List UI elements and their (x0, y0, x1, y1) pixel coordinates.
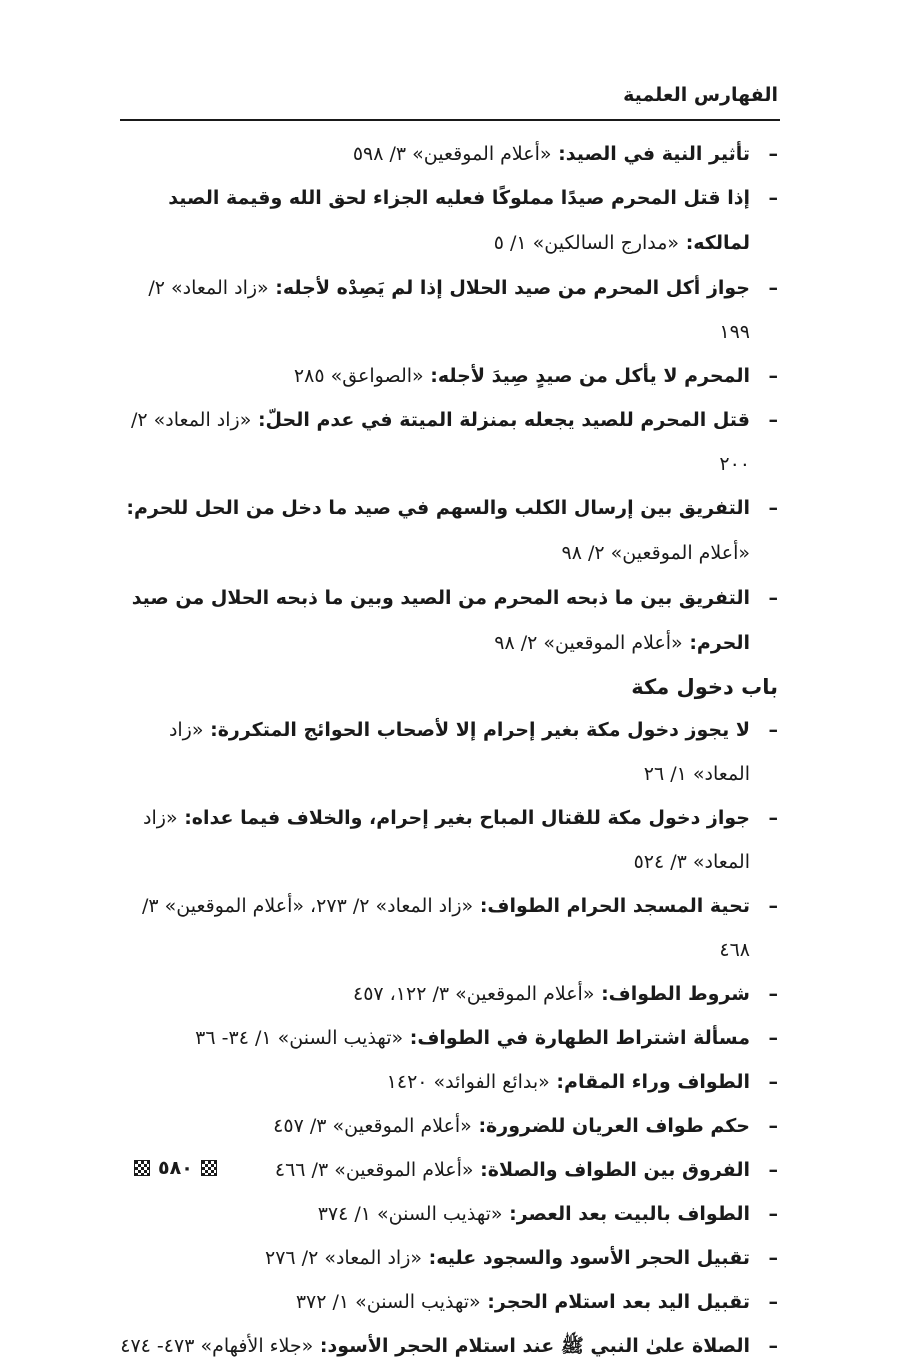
entry-text: تقبيل الحجر الأسود والسجود عليه: (428, 1247, 750, 1269)
entry-dash: – (768, 1071, 778, 1093)
index-entry (118, 354, 778, 398)
entry-text: الطواف بالبيت بعد العصر: (509, 1203, 750, 1225)
entry-text: المحرم لا يأكل من صيدٍ صِيدَ لأجله: (430, 365, 750, 387)
index-entry (118, 576, 778, 666)
entry-dash: – (768, 587, 778, 609)
index-content (118, 132, 778, 1368)
entry-reference: «زاد المعاد» ٢/ ١٩٩ (148, 277, 750, 343)
entry-reference: «زاد المعاد» ٢/ ٢٠٠ (130, 409, 750, 475)
index-entry (118, 1060, 778, 1104)
entry-text: تحية المسجد الحرام الطواف: (479, 895, 750, 917)
entry-reference: «تهذيب السنن» ١/ ٣٧٤ (317, 1203, 503, 1225)
entry-dash: – (768, 365, 778, 387)
index-entry (118, 486, 778, 576)
entry-reference: «أعلام الموقعين» ٢/ ٩٨ (561, 542, 750, 564)
entry-reference: «تهذيب السنن» ١/ ٣٤- ٣٦ (195, 1027, 404, 1049)
entry-dash: – (768, 187, 778, 209)
index-entry (118, 1280, 778, 1324)
section-1 (118, 132, 778, 666)
entry-reference: «أعلام الموقعين» ٣/ ١٢٢، ٤٥٧ (353, 983, 595, 1005)
entry-text: مسألة اشتراط الطهارة في الطواف: (409, 1027, 750, 1049)
entry-reference: «أعلام الموقعين» ٣/ ٤٦٦ (274, 1159, 474, 1181)
entry-text: جواز دخول مكة للقتال المباح بغير إحرام، والخلاف فيما عداه: (184, 807, 750, 829)
index-entry (118, 972, 778, 1016)
index-entry (118, 1104, 778, 1148)
entry-dash: – (768, 497, 778, 519)
entry-text: حكم طواف العريان للضرورة: (478, 1115, 750, 1137)
entry-dash: – (768, 1203, 778, 1225)
section-heading: باب دخول مكة (631, 675, 778, 699)
header-rule (120, 119, 780, 121)
index-entry (118, 398, 778, 486)
ornament-right-icon (201, 1160, 217, 1176)
entry-text: إذا قتل المحرم صيدًا مملوكًا فعليه الجزاء لحق الله وقيمة الصيد لمالكه: (168, 187, 750, 254)
entry-dash: – (768, 719, 778, 741)
entry-text: تأثير النية في الصيد: (558, 143, 750, 165)
entry-dash: – (768, 277, 778, 299)
entry-dash: – (768, 807, 778, 829)
entry-text: الصلاة علىٰ النبي ﷺ عند استلام الحجر الأسود: (319, 1335, 750, 1357)
page-footer (134, 1157, 217, 1179)
index-entry (118, 176, 778, 266)
entry-dash: – (768, 1291, 778, 1313)
header-title: الفهارس العلمية (623, 84, 778, 106)
entry-dash: – (768, 143, 778, 165)
entry-dash: – (768, 409, 778, 431)
entry-reference: «زاد المعاد» ٢/ ٢٧٣، «أعلام الموقعين» ٣/ ٤٦٨ (142, 895, 750, 961)
index-entry (118, 708, 778, 796)
entry-reference: «الصواعق» ٢٨٥ (293, 365, 424, 387)
ornament-left-icon (134, 1160, 150, 1176)
entry-text: لا يجوز دخول مكة بغير إحرام إلا لأصحاب الحوائج المتكررة: (210, 719, 750, 741)
index-entry (118, 132, 778, 176)
entry-dash: – (768, 1027, 778, 1049)
entry-text: تقبيل اليد بعد استلام الحجر: (487, 1291, 750, 1313)
entry-text: شروط الطواف: (601, 983, 750, 1005)
entry-text: التفريق بين ما ذبحه المحرم من الصيد وبين ما ذبحه الحلال من صيد الحرم: (131, 587, 750, 654)
index-entry (118, 1016, 778, 1060)
index-entry (118, 884, 778, 972)
index-entry (118, 796, 778, 884)
entry-dash: – (768, 983, 778, 1005)
entry-dash: – (768, 895, 778, 917)
entry-dash: – (768, 1115, 778, 1137)
entry-reference: «جلاء الأفهام» ٤٧٣- ٤٧٤ (120, 1335, 314, 1357)
index-entry (118, 1148, 778, 1192)
entry-dash: – (768, 1247, 778, 1269)
index-entry (118, 1192, 778, 1236)
entry-reference: «زاد المعاد» ٢/ ٢٧٦ (265, 1247, 423, 1269)
entry-reference: «زاد المعاد» ١/ ٢٦ (168, 719, 750, 785)
entry-reference: «أعلام الموقعين» ٣/ ٥٩٨ (352, 143, 552, 165)
section-2 (118, 666, 778, 1368)
entry-dash: – (768, 1335, 778, 1357)
entry-reference: «تهذيب السنن» ١/ ٣٧٢ (295, 1291, 481, 1313)
entry-reference: «بدائع الفوائد» ١٤٢٠ (386, 1071, 550, 1093)
entry-reference: «زاد المعاد» ٣/ ٥٢٤ (143, 807, 750, 873)
entry-reference: «مدارج السالكين» ١/ ٥ (493, 232, 680, 254)
running-header (120, 84, 778, 106)
entry-text: قتل المحرم للصيد يجعله بمنزلة الميتة في عدم الحلّ: (257, 409, 750, 431)
index-entry (118, 1324, 778, 1368)
entry-text: الفروق بين الطواف والصلاة: (480, 1159, 750, 1181)
index-entry (118, 266, 778, 354)
index-entry (118, 1236, 778, 1280)
entry-reference: «أعلام الموقعين» ٣/ ٤٥٧ (273, 1115, 472, 1137)
page-number: ٥٨٠ (158, 1157, 193, 1179)
entry-text: جواز أكل المحرم من صيد الحلال إذا لم يَصِدْه لأجله: (275, 277, 750, 299)
entry-dash: – (768, 1159, 778, 1181)
entry-text: التفريق بين إرسال الكلب والسهم في صيد ما دخل من الحل للحرم: (126, 497, 750, 519)
entry-reference: «أعلام الموقعين» ٢/ ٩٨ (494, 632, 683, 654)
entry-text: الطواف وراء المقام: (556, 1071, 750, 1093)
